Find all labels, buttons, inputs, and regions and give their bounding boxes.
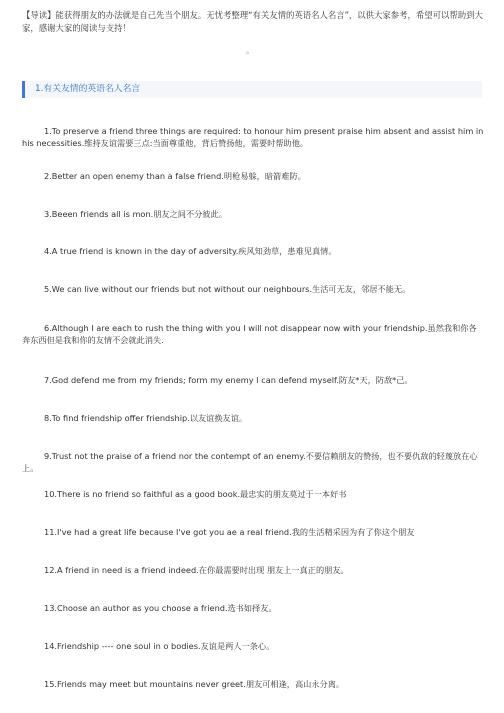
- quote-item-15: 15.Friends may meet but mountains never greet.朋友可相逢，高山永分离。: [44, 679, 345, 689]
- quote-item-7: 7.God defend me from my friends; form my enemy I can defend myself.防友*天，防敌*己。: [44, 375, 413, 385]
- quote-item-9: 9.Trust not the praise of a friend nor the contempt of an enemy.不要信赖朋友的赞扬，也不要仇敌的轻蔑放在心上。: [22, 451, 478, 473]
- section-header: [22, 81, 482, 98]
- quote-item-6: 6.Although I are each to rush the thing with you I will not disappear now with your friendship.虽然我和你各奔东西但是我和你的友情不会就此消失.: [22, 323, 477, 345]
- quote-item-8: 8.To find friendship offer friendship.以友谊换友谊。: [44, 413, 248, 423]
- separator-dot: 。: [246, 46, 254, 55]
- quote-item-3: 3.Beeen friends all is mon.朋友之间不分彼此。: [44, 209, 227, 219]
- quote-item-4: 4.A true friend is known in the day of adversity.疾风知劲草，患难见真情。: [44, 246, 337, 256]
- quote-item-5: 5.We can live without our friends but not without our neighbours.生活可无友，邻居不能无。: [44, 284, 411, 294]
- quote-item-12: 12.A friend in need is a friend indeed.在你最需要时出现 朋友上一真正的朋友。: [44, 565, 349, 575]
- quote-item-2: 2.Better an open enemy than a false friend.明枪易躲，暗箭难防。: [44, 171, 306, 181]
- quote-item-1: 1.To preserve a friend three things are required: to honour him present praise him absent and assist him in his necessities.维持友谊需要三点:当面尊重他，背后赞扬他，需要时帮助他。: [22, 126, 484, 148]
- section-title: 1.有关友情的英语名人名言: [35, 84, 141, 94]
- quote-item-13: 13.Choose an author as you choose a friend.选书如择友。: [44, 603, 277, 613]
- quote-item-14: 14.Friendship ---- one soul in o bodies.友谊是两人一条心。: [44, 641, 275, 651]
- quote-item-10: 10.There is no friend so faithful as a good book.最忠实的朋友莫过于一本好书: [44, 489, 347, 499]
- quote-item-11: 11.I've had a great life because I've got you ae a real friend.我的生活精采因为有了你这个朋友: [44, 527, 415, 537]
- intro-paragraph: 【导读】能获得朋友的办法就是自己先当个朋友。无忧考整理“有关友情的英语名人名言”，以供大家参考，希望可以帮助到大家，感谢大家的阅读与支持！: [22, 10, 483, 33]
